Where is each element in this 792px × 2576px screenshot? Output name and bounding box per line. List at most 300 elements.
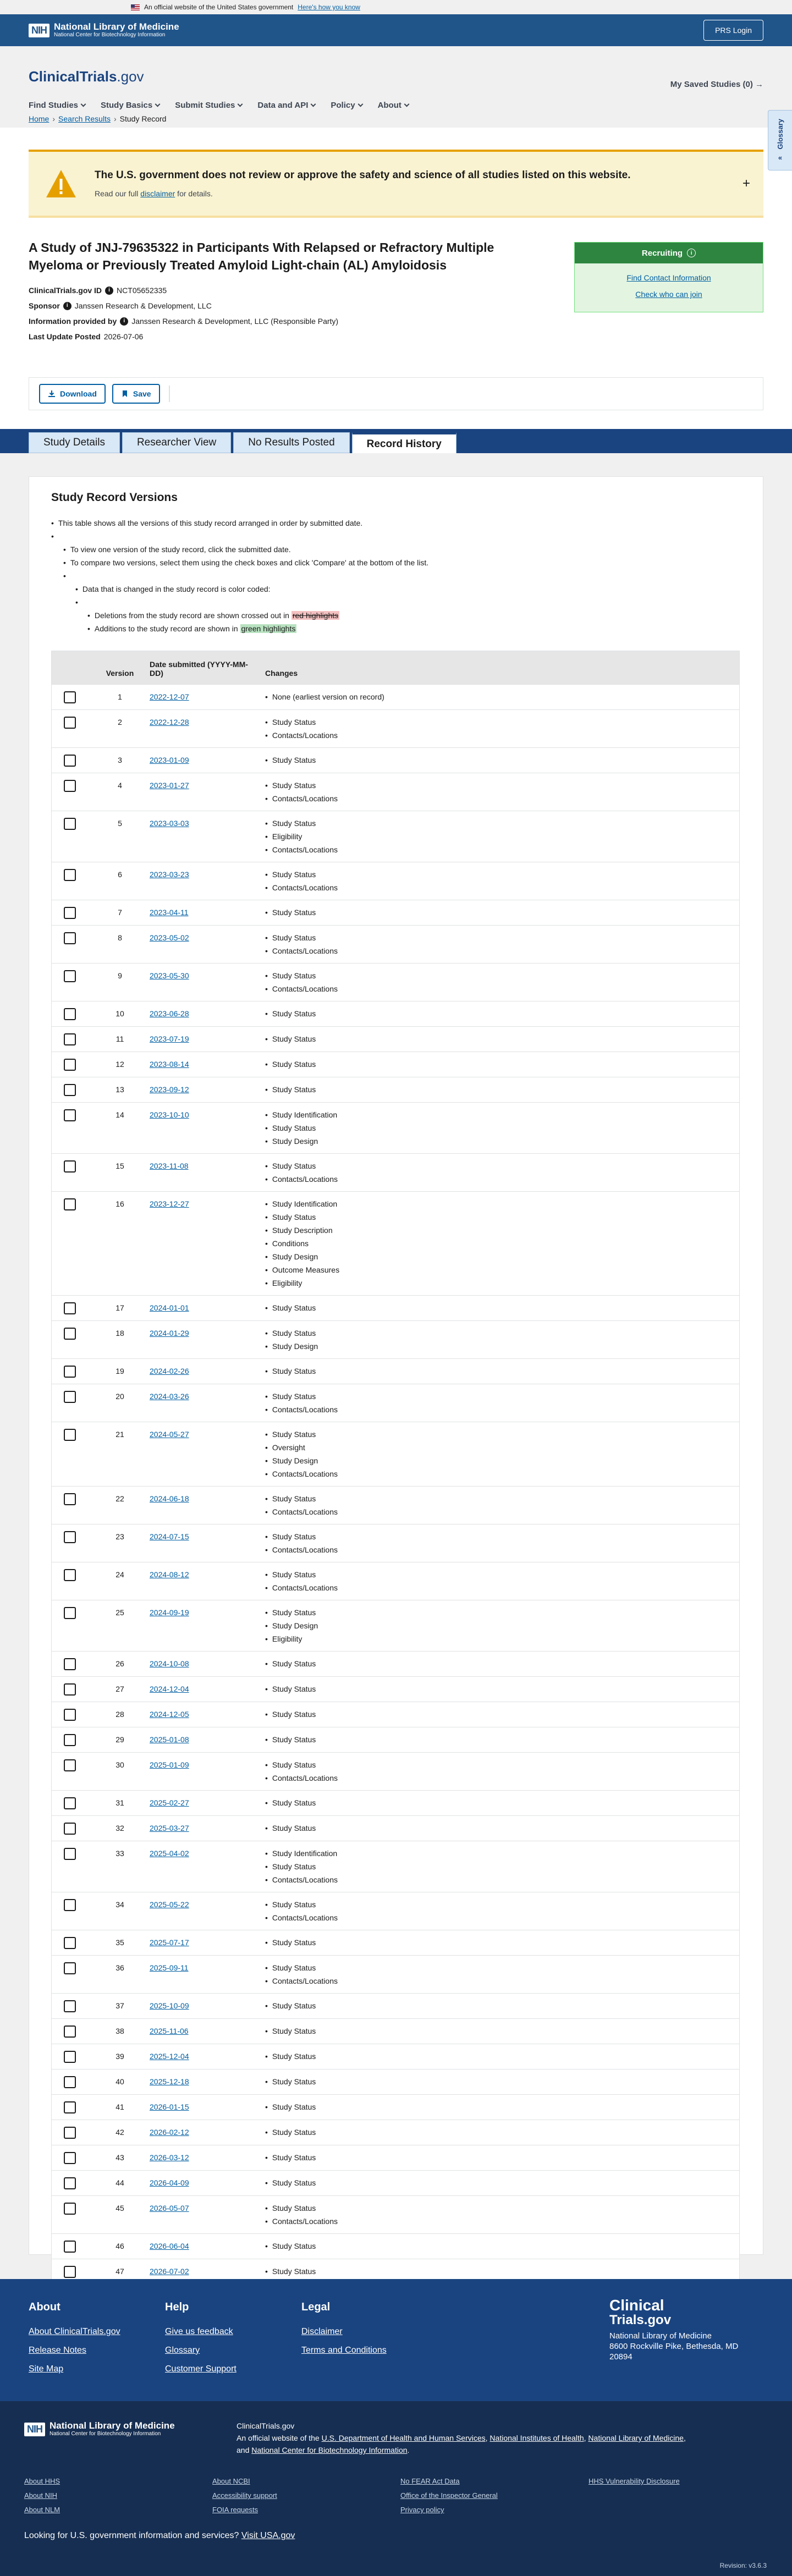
version-number: 2	[95, 709, 145, 747]
instruction-item: • This table shows all the versions of this study record arranged in order by submitted date.	[51, 516, 741, 530]
version-checkbox[interactable]	[64, 1962, 76, 1974]
sponsor-value: Janssen Research & Development, LLC	[74, 301, 212, 310]
version-checkbox[interactable]	[64, 1391, 76, 1403]
version-date-link[interactable]: 2025-11-06	[150, 2026, 189, 2035]
glossary-label: Glossary	[776, 118, 784, 150]
table-row	[52, 900, 739, 925]
version-checkbox[interactable]	[64, 2266, 76, 2278]
nav-find-studies[interactable]: Find Studies	[29, 101, 85, 110]
version-number: 13	[95, 1077, 145, 1102]
tab-record-history[interactable]: Record History	[352, 432, 457, 454]
version-checkbox[interactable]	[64, 2127, 76, 2139]
tab-no-results-posted[interactable]: No Results Posted	[233, 432, 349, 453]
col-version: Version	[106, 668, 134, 678]
version-checkbox[interactable]	[64, 755, 76, 767]
site-title-gov: .gov	[117, 68, 144, 85]
version-number: 4	[95, 773, 145, 811]
version-date-link[interactable]: 2025-02-27	[150, 1798, 189, 1807]
change-item: • Study Status	[265, 2100, 735, 2113]
change-list	[265, 1568, 735, 1594]
change-list	[265, 1197, 735, 1290]
change-item: • Study Status	[265, 1301, 735, 1314]
version-checkbox[interactable]	[64, 970, 76, 982]
version-number: 33	[95, 1841, 145, 1892]
footer-link[interactable]: About NCBI	[212, 2477, 250, 2485]
change-item: • Eligibility	[265, 1632, 735, 1645]
study-id-label: ClinicalTrials.gov ID	[29, 286, 102, 295]
version-number: 29	[95, 1727, 145, 1752]
nlm-link[interactable]: National Library of Medicine	[588, 2434, 684, 2442]
footer-link[interactable]: About HHS	[24, 2477, 61, 2485]
version-number: 31	[95, 1790, 145, 1815]
change-item: • Oversight	[265, 1441, 735, 1454]
version-checkbox[interactable]	[64, 1531, 76, 1543]
change-item: • Contacts/Locations	[265, 843, 735, 856]
change-list	[265, 1326, 735, 1353]
version-date-link[interactable]: 2026-02-12	[150, 2127, 189, 2137]
footer-link[interactable]: Terms and Conditions	[301, 2346, 387, 2355]
change-list	[265, 1428, 735, 1480]
version-checkbox[interactable]	[64, 2025, 76, 2038]
change-item: • Study Description	[265, 1224, 735, 1237]
version-checkbox[interactable]	[64, 691, 76, 703]
footer-link[interactable]: Release Notes	[29, 2346, 86, 2355]
my-saved-studies-link[interactable]: My Saved Studies (0) →	[670, 80, 763, 89]
tab-researcher-view[interactable]: Researcher View	[122, 432, 231, 453]
version-number: 20	[95, 1384, 145, 1422]
additions-legend: • Additions to the study record are shown in green highlights	[87, 622, 741, 635]
change-list	[265, 1032, 735, 1045]
record-history-card	[29, 476, 763, 2276]
version-checkbox[interactable]	[64, 1429, 76, 1441]
col-select	[52, 651, 95, 684]
change-item: • Study Identification	[265, 1108, 735, 1121]
instruction-sublist	[63, 569, 741, 635]
study-title: A Study of JNJ-79635322 in Participants With Relapsed or Refractory Multiple Myeloma or Previously Treated Amyloid Light-chain (AL) Amyloidosis	[29, 240, 494, 272]
chevron-down-icon	[311, 102, 316, 107]
change-list	[265, 1936, 735, 1949]
version-checkbox[interactable]	[64, 932, 76, 944]
usa-gov-link[interactable]: Visit USA.gov	[241, 2531, 295, 2540]
save-label: Save	[133, 389, 151, 398]
version-date-link[interactable]: 2024-08-12	[150, 1570, 189, 1579]
footer-help-col	[165, 2301, 237, 2383]
version-date-link[interactable]: 2023-01-09	[150, 755, 189, 764]
sponsor-label: Sponsor	[29, 301, 60, 310]
change-item: • Study Design	[265, 1340, 735, 1353]
version-checkbox[interactable]	[64, 1658, 76, 1670]
table-row	[52, 1358, 739, 1384]
footer-link[interactable]: Office of the Inspector General	[400, 2491, 498, 2500]
change-item: • Contacts/Locations	[265, 1581, 735, 1594]
version-number: 24	[95, 1562, 145, 1600]
version-date-link[interactable]: 2023-05-30	[150, 971, 189, 980]
info-icon[interactable]: i	[105, 287, 113, 295]
footer-nlm: National Library of Medicine	[609, 2331, 712, 2341]
footer-link[interactable]: Privacy policy	[400, 2506, 444, 2514]
version-date-link[interactable]: 2023-10-10	[150, 1110, 189, 1119]
change-list	[265, 779, 735, 805]
version-date-link[interactable]: 2023-03-23	[150, 869, 189, 879]
change-item: • Study Status	[265, 2075, 735, 2088]
change-item: • Study Status	[265, 2176, 735, 2189]
recruiting-status-header	[575, 243, 763, 263]
table-row	[52, 747, 739, 773]
table-row	[52, 1752, 739, 1790]
version-date-link[interactable]: 2023-04-11	[150, 907, 189, 917]
revision-text: Revision: v3.6.3	[719, 2562, 767, 2569]
version-checkbox[interactable]	[64, 2241, 76, 2253]
version-checkbox[interactable]	[64, 1302, 76, 1314]
version-number: 23	[95, 1524, 145, 1562]
change-list	[265, 2050, 735, 2063]
version-date-link[interactable]: 2024-07-15	[150, 1532, 189, 1541]
version-checkbox[interactable]	[64, 2152, 76, 2164]
footer-link[interactable]: About NIH	[24, 2491, 57, 2500]
version-date-link[interactable]: 2023-11-08	[150, 1161, 189, 1170]
version-checkbox[interactable]	[64, 1823, 76, 1835]
version-number: 16	[95, 1191, 145, 1295]
glossary-tab[interactable]	[768, 110, 792, 170]
nav-submit-studies[interactable]: Submit Studies	[175, 101, 242, 110]
footer-link[interactable]: FOIA requests	[212, 2506, 258, 2514]
table-row	[52, 2120, 739, 2145]
check-who-can-join-link[interactable]: Check who can join	[635, 290, 702, 299]
version-checkbox[interactable]	[64, 818, 76, 830]
change-item: • Study Status	[265, 2239, 735, 2253]
version-date-link[interactable]: 2024-09-19	[150, 1608, 189, 1617]
version-number: 34	[95, 1892, 145, 1930]
version-date-link[interactable]: 2026-01-15	[150, 2102, 189, 2111]
site-title-main: ClinicalTrials	[29, 68, 117, 85]
change-list	[265, 1708, 735, 1721]
change-item: • Eligibility	[265, 1276, 735, 1290]
version-checkbox[interactable]	[64, 2000, 76, 2012]
info-icon[interactable]: i	[120, 317, 128, 326]
version-date-link[interactable]: 2026-07-02	[150, 2266, 189, 2276]
version-date-link[interactable]: 2025-01-08	[150, 1735, 189, 1744]
footer-site-name: ClinicalTrials.gov	[237, 2421, 295, 2430]
version-checkbox[interactable]	[64, 1109, 76, 1121]
table-row	[52, 773, 739, 811]
table-row	[52, 1052, 739, 1077]
version-checkbox[interactable]	[64, 2051, 76, 2063]
version-date-link[interactable]: 2024-02-26	[150, 1366, 189, 1375]
version-checkbox[interactable]	[64, 1797, 76, 1809]
version-number: 26	[95, 1651, 145, 1676]
change-item: • Study Status	[265, 2024, 735, 2038]
version-checkbox[interactable]	[64, 1607, 76, 1619]
nav-policy[interactable]: Policy	[331, 101, 362, 110]
table-row	[52, 2195, 739, 2233]
change-list	[265, 868, 735, 894]
footer-nih-logo[interactable]	[24, 2421, 175, 2437]
change-list	[265, 1492, 735, 1518]
col-changes: Changes	[265, 668, 298, 678]
footer-links-col4	[588, 2477, 680, 2491]
expand-plus-icon[interactable]: +	[742, 176, 750, 191]
version-checkbox[interactable]	[64, 1899, 76, 1911]
footer-links-col3	[400, 2477, 498, 2520]
nav-about[interactable]: About	[378, 101, 409, 110]
download-icon	[48, 390, 56, 398]
version-date-link[interactable]: 2025-07-17	[150, 1937, 189, 1947]
version-date-link[interactable]: 2025-01-09	[150, 1760, 189, 1769]
nih-link[interactable]: National Institutes of Health	[490, 2434, 584, 2442]
version-date-link[interactable]: 2025-09-11	[150, 1963, 189, 1972]
footer-link[interactable]: No FEAR Act Data	[400, 2477, 460, 2485]
find-contact-link[interactable]: Find Contact Information	[626, 273, 711, 282]
version-checkbox[interactable]	[64, 1734, 76, 1746]
site-logo[interactable]	[29, 68, 763, 85]
heres-how-you-know-link[interactable]: Here's how you know	[298, 3, 360, 11]
change-item: • Study Status	[265, 1364, 735, 1378]
change-list	[265, 2176, 735, 2189]
footer-links-col2	[212, 2477, 277, 2520]
version-date-link[interactable]: 2022-12-07	[150, 692, 189, 701]
change-list	[265, 2239, 735, 2253]
footer-link[interactable]: Give us feedback	[165, 2327, 233, 2336]
version-number: 19	[95, 1358, 145, 1384]
table-row	[52, 1841, 739, 1892]
bookmark-icon	[121, 390, 129, 398]
table-row	[52, 2145, 739, 2170]
version-number: 6	[95, 862, 145, 900]
version-date-link[interactable]: 2025-04-02	[150, 1848, 189, 1858]
footer-brand-line2: Trials.gov	[609, 2313, 672, 2327]
version-checkbox[interactable]	[64, 1848, 76, 1860]
recruiting-status: Recruiting	[641, 248, 683, 258]
change-item: • Study Status	[265, 2151, 735, 2164]
breadcrumb-home[interactable]: Home	[29, 114, 50, 123]
version-date-link[interactable]: 2023-03-03	[150, 818, 189, 828]
version-date-link[interactable]: 2024-12-04	[150, 1684, 189, 1693]
change-item: • Contacts/Locations	[265, 1505, 735, 1518]
version-number: 27	[95, 1676, 145, 1702]
chevron-down-icon	[155, 102, 161, 107]
prs-login-button[interactable]: PRS Login	[703, 20, 763, 41]
breadcrumb-search-results[interactable]: Search Results	[58, 114, 111, 123]
breadcrumb	[0, 114, 195, 123]
chevron-down-icon	[81, 102, 86, 107]
version-checkbox[interactable]	[64, 2101, 76, 2113]
version-checkbox[interactable]	[64, 869, 76, 881]
version-number: 21	[95, 1422, 145, 1486]
change-list	[265, 2126, 735, 2139]
change-list	[265, 1682, 735, 1696]
change-list	[265, 1058, 735, 1071]
change-item: • Contacts/Locations	[265, 792, 735, 805]
version-checkbox[interactable]	[64, 780, 76, 792]
footer-link[interactable]: Accessibility support	[212, 2491, 277, 2500]
change-list	[265, 1847, 735, 1886]
footer-link[interactable]: Site Map	[29, 2364, 64, 2374]
change-item: • Study Status	[265, 1058, 735, 1071]
change-item: • Eligibility	[265, 830, 735, 843]
version-date-link[interactable]: 2026-05-07	[150, 2203, 189, 2212]
version-date-link[interactable]: 2023-01-27	[150, 780, 189, 790]
version-checkbox[interactable]	[64, 1709, 76, 1721]
deletions-legend: • • Deletions from the study record are shown crossed out in red highlights	[87, 609, 741, 622]
version-date-link[interactable]: 2026-04-09	[150, 2178, 189, 2187]
change-item: • Study Status	[265, 1821, 735, 1835]
change-list	[265, 1159, 735, 1186]
footer-official-text: ClinicalTrials.gov An official website of the U.S. Department of Health and Human Services, National Institutes of Health, National Library of Medicine, and National Center for Biotechnology Information.	[237, 2420, 787, 2456]
version-checkbox[interactable]	[64, 1569, 76, 1581]
download-button[interactable]	[39, 384, 106, 404]
version-date-link[interactable]: 2022-12-28	[150, 717, 189, 726]
arrow-right-icon: →	[755, 80, 763, 89]
instruction-item: • To compare two versions, select them using the check boxes and click 'Compare' at the bottom of the list.	[63, 556, 741, 569]
table-row	[52, 1026, 739, 1052]
version-date-link[interactable]: 2023-12-27	[150, 1199, 189, 1208]
versions-heading: Study Record Versions	[51, 491, 178, 504]
info-provided-label: Information provided by	[29, 317, 117, 326]
hhs-link[interactable]: U.S. Department of Health and Human Services	[321, 2434, 486, 2442]
study-tabs	[29, 432, 457, 454]
version-checkbox[interactable]	[64, 1366, 76, 1378]
version-number: 11	[95, 1026, 145, 1052]
version-date-link[interactable]: 2024-05-27	[150, 1429, 189, 1439]
table-row	[52, 1102, 739, 1153]
version-date-link[interactable]: 2025-05-22	[150, 1900, 189, 1909]
version-checkbox[interactable]	[64, 1059, 76, 1071]
version-date-link[interactable]: 2023-08-14	[150, 1059, 189, 1069]
version-checkbox[interactable]	[64, 717, 76, 729]
change-list	[265, 1961, 735, 1988]
instruction-sublist	[51, 530, 741, 635]
change-item: • Study Status	[265, 1492, 735, 1505]
version-number: 12	[95, 1052, 145, 1077]
version-date-link[interactable]: 2025-12-18	[150, 2077, 189, 2086]
change-item: • Study Status	[265, 868, 735, 881]
footer-link[interactable]: Customer Support	[165, 2364, 237, 2374]
version-checkbox[interactable]	[64, 1198, 76, 1210]
version-date-link[interactable]: 2024-12-05	[150, 1709, 189, 1719]
version-checkbox[interactable]	[64, 1160, 76, 1173]
change-list	[265, 931, 735, 957]
version-checkbox[interactable]	[64, 1033, 76, 1045]
version-checkbox[interactable]	[64, 1008, 76, 1020]
version-checkbox[interactable]	[64, 907, 76, 919]
nlm-header-bar	[0, 14, 792, 46]
nih-logo-box: NIH	[24, 2423, 45, 2436]
info-icon[interactable]: i	[687, 249, 696, 257]
table-row	[52, 1191, 739, 1295]
version-date-link[interactable]: 2025-03-27	[150, 1823, 189, 1832]
version-date-link[interactable]: 2024-10-08	[150, 1659, 189, 1668]
version-checkbox[interactable]	[64, 1493, 76, 1505]
tab-study-details[interactable]: Study Details	[29, 432, 120, 453]
footer-link[interactable]: Disclaimer	[301, 2327, 343, 2336]
version-checkbox[interactable]	[64, 2076, 76, 2088]
footer-link[interactable]: About NLM	[24, 2506, 61, 2514]
disclaimer-body: Read our full disclaimer for details.	[95, 189, 213, 198]
version-number: 25	[95, 1600, 145, 1651]
version-date-link[interactable]: 2024-03-26	[150, 1391, 189, 1401]
version-checkbox[interactable]	[64, 1328, 76, 1340]
change-item: • Contacts/Locations	[265, 1543, 735, 1556]
version-number: 41	[95, 2094, 145, 2120]
nih-logo[interactable]	[29, 22, 179, 38]
table-row	[52, 1486, 739, 1524]
version-date-link[interactable]: 2024-01-01	[150, 1303, 189, 1312]
chevron-down-icon	[404, 102, 409, 107]
change-item: • Study Status	[265, 715, 735, 729]
footer-address: 8600 Rockville Pike, Bethesda, MD	[609, 2342, 739, 2351]
divider	[169, 386, 170, 402]
version-date-link[interactable]: 2024-01-29	[150, 1328, 189, 1337]
version-number: 36	[95, 1955, 145, 1993]
version-number: 32	[95, 1815, 145, 1841]
version-date-link[interactable]: 2024-06-18	[150, 1494, 189, 1503]
version-date-link[interactable]: 2026-06-04	[150, 2241, 189, 2250]
change-list	[265, 1657, 735, 1670]
ncbi-link[interactable]: National Center for Biotechnology Information	[251, 2446, 408, 2454]
version-date-link[interactable]: 2026-03-12	[150, 2153, 189, 2162]
version-number: 47	[95, 2259, 145, 2284]
version-number: 3	[95, 747, 145, 773]
change-item: • Study Status	[265, 1898, 735, 1911]
change-list	[265, 2100, 735, 2113]
nav-data-and-api[interactable]: Data and API	[257, 101, 315, 110]
version-checkbox[interactable]	[64, 1683, 76, 1696]
version-date-link[interactable]: 2023-07-19	[150, 1034, 189, 1043]
disclaimer-alert	[29, 150, 763, 218]
version-date-link[interactable]: 2025-10-09	[150, 2001, 189, 2010]
change-item: • Contacts/Locations	[265, 1771, 735, 1785]
table-row	[52, 1077, 739, 1102]
version-number: 8	[95, 925, 145, 963]
change-item: • Contacts/Locations	[265, 1467, 735, 1480]
version-date-link[interactable]: 2023-05-02	[150, 933, 189, 942]
table-row	[52, 684, 739, 709]
footer-link[interactable]: About ClinicalTrials.gov	[29, 2327, 120, 2336]
change-list	[265, 1821, 735, 1835]
change-item: • Study Status	[265, 1961, 735, 1974]
save-button[interactable]	[112, 384, 160, 404]
version-number: 42	[95, 2120, 145, 2145]
version-checkbox[interactable]	[64, 2177, 76, 2189]
version-checkbox[interactable]	[64, 1937, 76, 1949]
red-highlight-sample: red highlights	[292, 611, 339, 620]
version-checkbox[interactable]	[64, 1759, 76, 1771]
version-checkbox[interactable]	[64, 1084, 76, 1096]
change-item: • Study Status	[265, 1860, 735, 1873]
version-date-link[interactable]: 2025-12-04	[150, 2051, 189, 2061]
change-list	[265, 1301, 735, 1314]
change-item: • Study Status	[265, 1733, 735, 1746]
nav-study-basics[interactable]: Study Basics	[101, 101, 160, 110]
change-list	[265, 2075, 735, 2088]
info-icon[interactable]: i	[63, 302, 72, 310]
footer-link[interactable]: Glossary	[165, 2346, 200, 2355]
change-item: • Contacts/Locations	[265, 881, 735, 894]
change-item: • Study Status	[265, 1032, 735, 1045]
version-date-link[interactable]: 2023-06-28	[150, 1009, 189, 1018]
change-item: • Study Status	[265, 1708, 735, 1721]
change-item: • Study Status	[265, 1083, 735, 1096]
footer-zip: 20894	[609, 2352, 632, 2362]
instruction-item: • • Data that is changed in the study record is color coded:	[75, 582, 741, 596]
version-checkbox[interactable]	[64, 2203, 76, 2215]
table-row	[52, 2044, 739, 2069]
change-item: • Study Design	[265, 1454, 735, 1467]
disclaimer-link[interactable]: disclaimer	[140, 189, 175, 198]
change-item: • Study Status	[265, 1428, 735, 1441]
version-date-link[interactable]: 2023-09-12	[150, 1085, 189, 1094]
footer-link[interactable]: HHS Vulnerability Disclosure	[588, 2477, 680, 2485]
